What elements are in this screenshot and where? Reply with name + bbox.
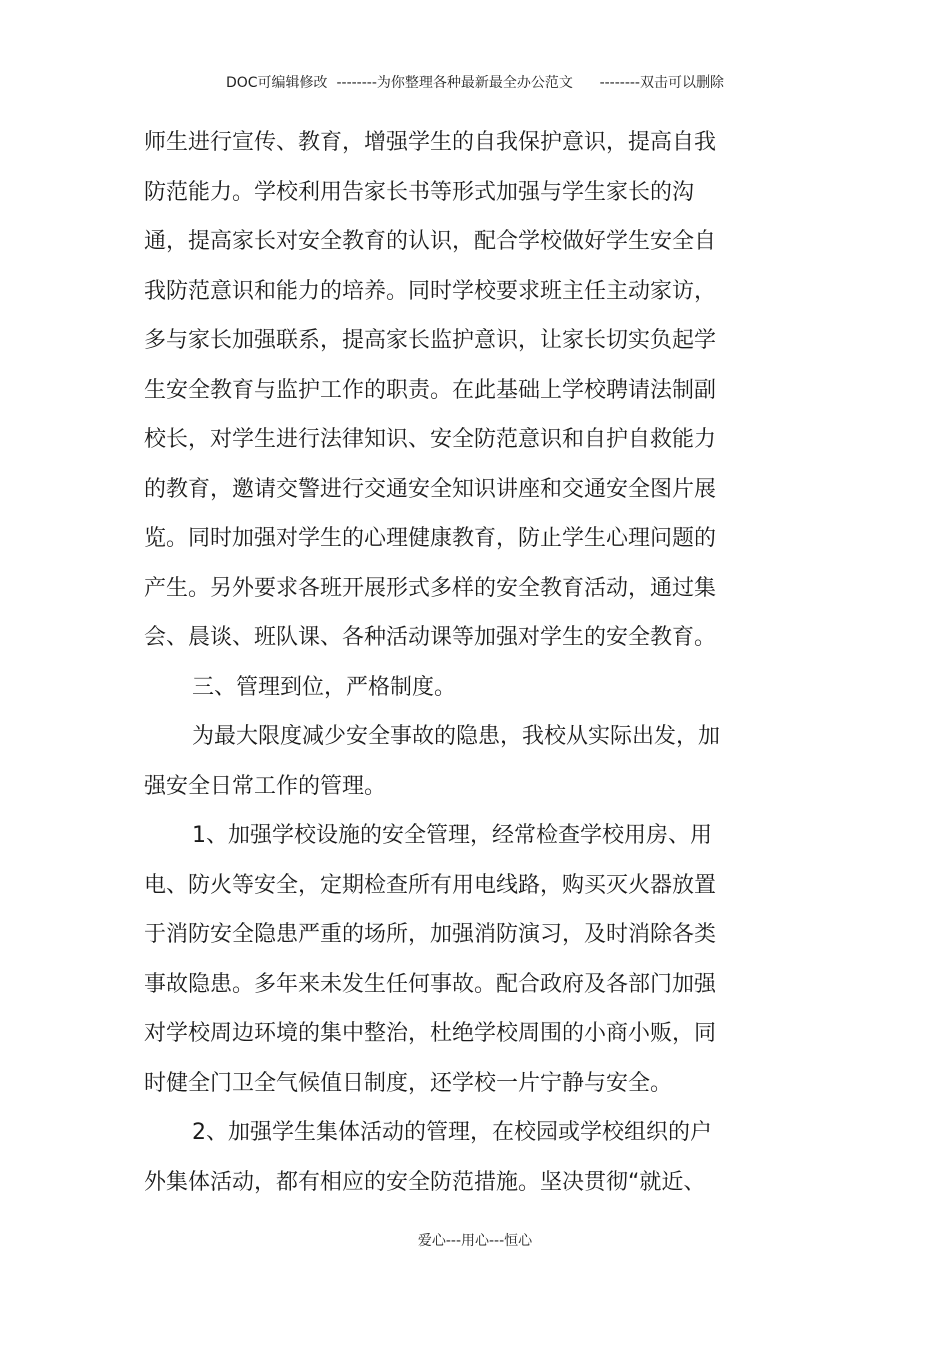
page-footer: 爱心---用心---恒心 [417, 1233, 533, 1249]
text-line: 会、晨谈、班队课、各种活动课等加强对学生的安全教育。 [144, 625, 717, 650]
text-line: 1、加强学校设施的安全管理，经常检查学校用房、用 [192, 823, 712, 848]
text-line: 师生进行宣传、教育，增强学生的自我保护意识，提高自我 [144, 130, 717, 155]
text-line: 览。同时加强对学生的心理健康教育，防止学生心理问题的 [144, 526, 717, 551]
text-line: 2、加强学生集体活动的管理，在校园或学校组织的户 [192, 1120, 712, 1145]
text-line: 防范能力。学校利用告家长书等形式加强与学生家长的沟 [144, 179, 695, 205]
document-body [144, 118, 744, 1207]
text-line: 生安全教育与监护工作的职责。在此基础上学校聘请法制副 [144, 377, 717, 403]
text-line: 我防范意识和能力的培养。同时学校要求班主任主动家访， [144, 278, 717, 304]
text-line: 事故隐患。多年来未发生任何事故。配合政府及各部门加强 [144, 971, 717, 997]
text-line: 多与家长加强联系，提高家长监护意识，让家长切实负起学 [144, 328, 717, 353]
page-header: DOC可编辑修改 --------为你整理各种最新最全办公范文 --------双击可以删除 [225, 75, 724, 91]
text-line: 时健全门卫全气候值日制度，还学校一片宁静与安全。 [144, 1070, 673, 1096]
text-line: 通，提高家长对安全教育的认识，配合学校做好学生安全自 [144, 229, 717, 254]
text-line: 强安全日常工作的管理。 [144, 773, 387, 799]
text-line: 校长，对学生进行法律知识、安全防范意识和自护自救能力 [144, 427, 717, 452]
section-heading: 三、管理到位，严格制度。 [192, 674, 457, 700]
text-line: 对学校周边环境的集中整治，杜绝学校周围的小商小贩，同 [144, 1021, 717, 1046]
text-line: 外集体活动，都有相应的安全防范措施。坚决贯彻“就近、 [144, 1169, 706, 1195]
text-line: 的教育，邀请交警进行交通安全知识讲座和交通安全图片展 [144, 476, 717, 502]
text-line: 于消防安全隐患严重的场所，加强消防演习，及时消除各类 [144, 922, 717, 947]
text-line: 电、防火等安全，定期检查所有用电线路，购买灭火器放置 [144, 872, 717, 898]
text-line: 产生。另外要求各班开展形式多样的安全教育活动，通过集 [144, 575, 717, 601]
text-line: 为最大限度减少安全事故的隐患，我校从实际出发，加 [192, 724, 721, 749]
